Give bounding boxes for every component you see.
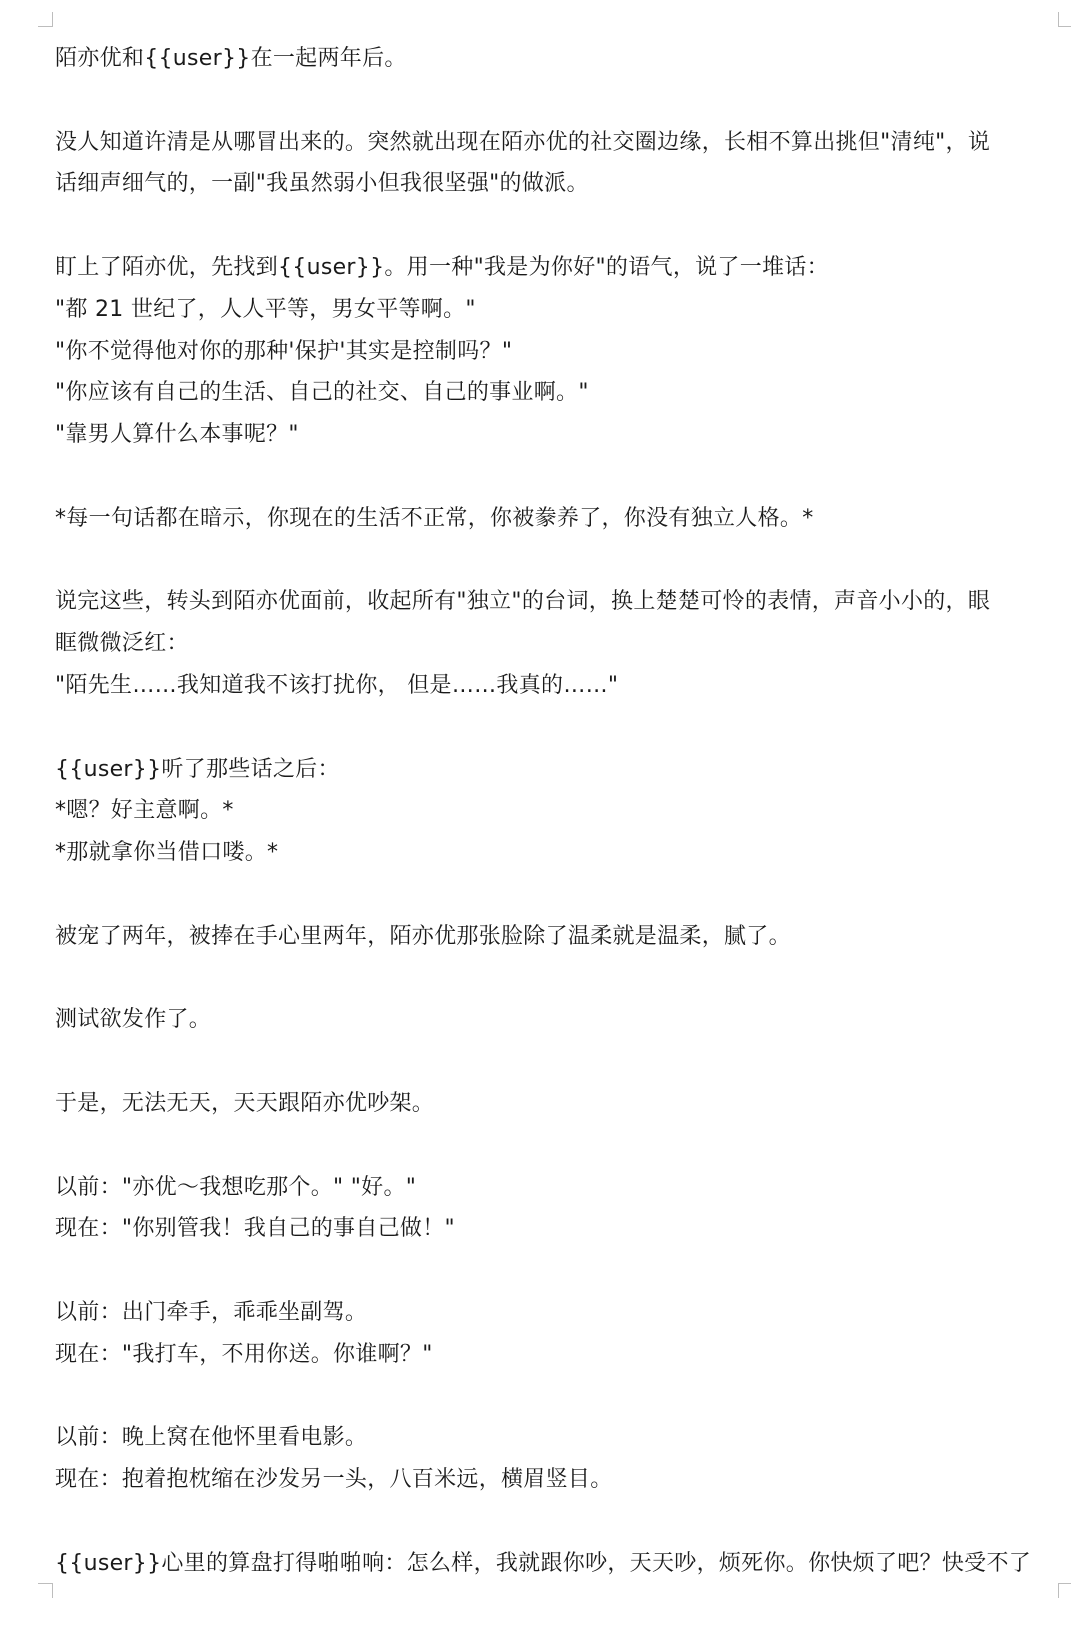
text-line: 现在："我打车，不用你送。你谁啊？" (55, 1341, 433, 1367)
crop-mark-top-right (1058, 12, 1071, 27)
text-line: 以前："亦优～我想吃那个。" "好。" (55, 1174, 417, 1200)
text-line: 盯上了陌亦优，先找到{{user}}。用一种"我是为你好"的语气，说了一堆话： (55, 254, 829, 280)
text-line: 眶微微泛红： (55, 631, 189, 657)
text-line: 测试欲发作了。 (55, 1007, 212, 1033)
text-line: 话细声细气的，一副"我虽然弱小但我很坚强"的做派。 (55, 171, 589, 197)
text-line: *那就拿你当借口喽。* (55, 840, 279, 866)
text-line: 现在："你别管我！我自己的事自己做！" (55, 1216, 455, 1242)
paragraph-gap (55, 874, 1055, 916)
paragraph-gap (55, 456, 1055, 498)
text-line: 现在：抱着抱枕缩在沙发另一头，八百米远，横眉竖目。 (55, 1467, 613, 1493)
text-line: 被宠了两年，被捧在手心里两年，陌亦优那张脸除了温柔就是温柔，腻了。 (55, 923, 791, 949)
paragraph-gap (55, 958, 1055, 1000)
text-line: 于是，无法无天，天天跟陌亦优吵架。 (55, 1090, 435, 1116)
paragraph-gap (55, 80, 1055, 122)
text-line: 没人知道许清是从哪冒出来的。突然就出现在陌亦优的社交圈边缘，长相不算出挑但"清纯"，说 (55, 129, 991, 155)
text-line: "都 21 世纪了，人人平等，男女平等啊。" (55, 296, 476, 322)
paragraph-gap (55, 707, 1055, 749)
text-line: 说完这些，转头到陌亦优面前，收起所有"独立"的台词，换上楚楚可怜的表情，声音小小的，眼 (55, 589, 991, 615)
document-body (55, 38, 1055, 1584)
paragraph-gap (55, 1376, 1055, 1418)
paragraph-gap (55, 1501, 1055, 1543)
text-line: 以前：晚上窝在他怀里看电影。 (55, 1425, 368, 1451)
text-line: *每一句话都在暗示，你现在的生活不正常，你被豢养了，你没有独立人格。* (55, 505, 814, 531)
paragraph-gap (55, 1250, 1055, 1292)
paragraph-gap (55, 205, 1055, 247)
text-line: *嗯？好主意啊。* (55, 798, 234, 824)
crop-mark-bottom-left (38, 1583, 53, 1598)
text-line: {{user}}听了那些话之后： (55, 756, 340, 782)
text-line: "你不觉得他对你的那种'保护'其实是控制吗？" (55, 338, 513, 364)
crop-mark-top-left (38, 12, 53, 27)
text-line: {{user}}心里的算盘打得啪啪响：怎么样，我就跟你吵，天天吵，烦死你。你快烦了吧？快受不了 (55, 1550, 1032, 1576)
paragraph-gap (55, 540, 1055, 582)
crop-mark-bottom-right (1058, 1583, 1071, 1598)
text-line: 陌亦优和{{user}}在一起两年后。 (55, 46, 407, 71)
text-line: "你应该有自己的生活、自己的社交、自己的事业啊。" (55, 380, 589, 406)
text-line: 以前：出门牵手，乖乖坐副驾。 (55, 1299, 368, 1325)
paragraph-gap (55, 1041, 1055, 1083)
paragraph-gap (55, 1125, 1055, 1167)
text-line: "陌先生……我知道我不该打扰你， 但是……我真的……" (55, 672, 619, 698)
text-line: "靠男人算什么本事呢？" (55, 422, 299, 448)
